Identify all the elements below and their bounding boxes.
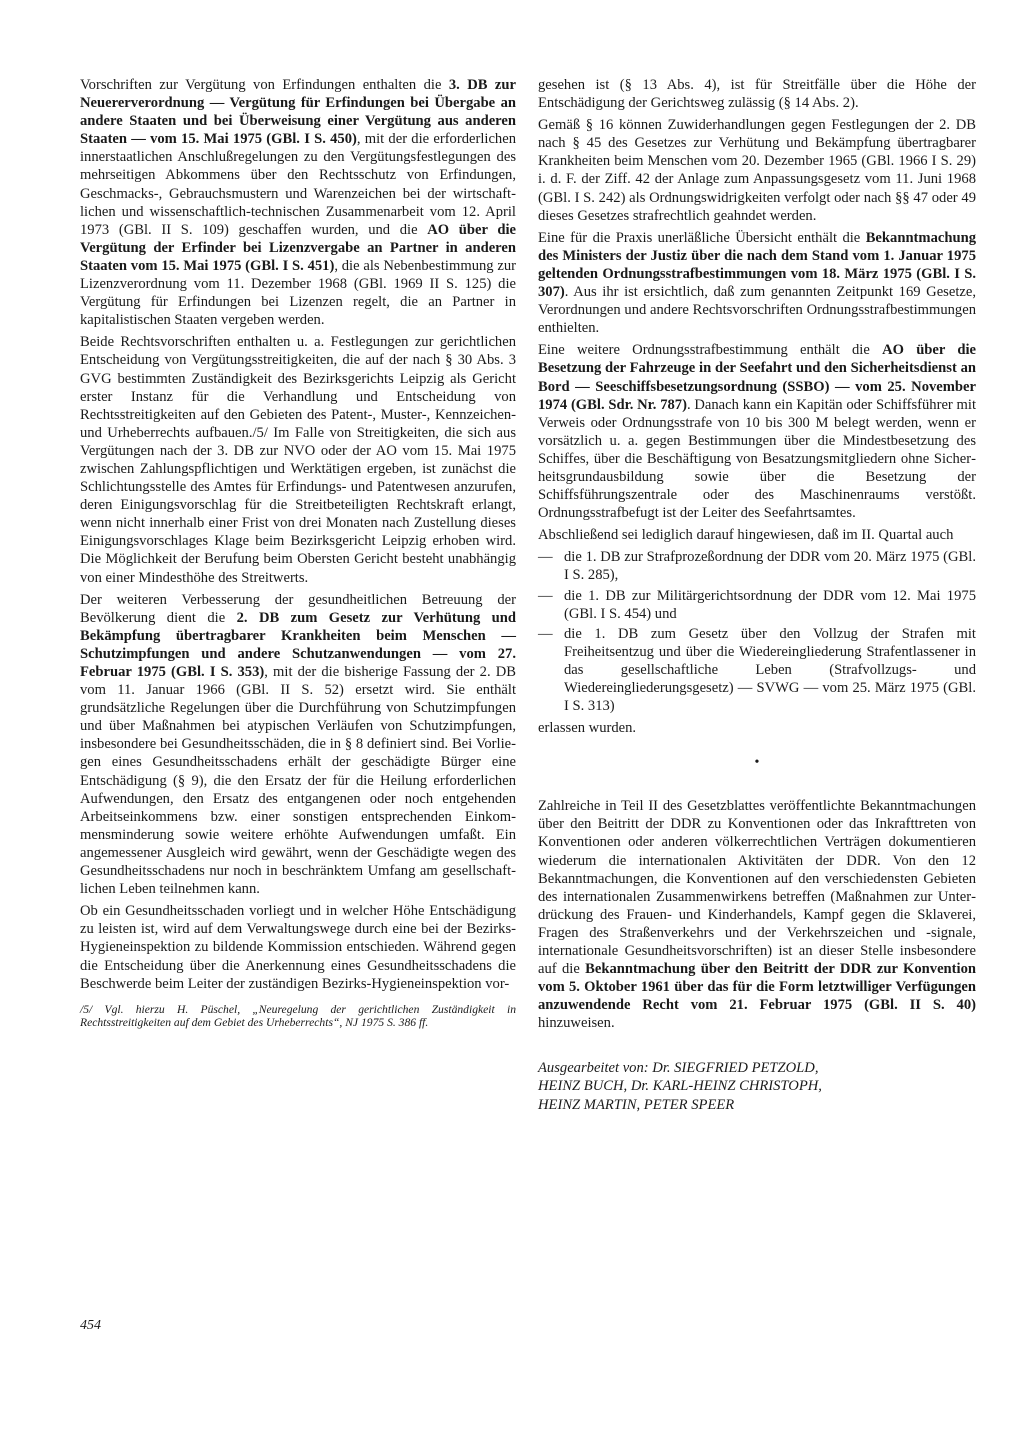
paragraph (80, 902, 516, 992)
credits-line: HEINZ MARTIN, PETER SPEER (538, 1096, 735, 1113)
paragraph (80, 76, 516, 329)
text-run: Eine für die Praxis unerläßliche Übersicht enthält die (538, 229, 866, 246)
text-run: erlassen wurden. (538, 720, 637, 737)
credits-line: Ausgearbeitet von: Dr. SIEGFRIED PETZOLD, (538, 1059, 819, 1076)
text-run: Ob ein Gesundheitsschaden vorliegt und in welcher Höhe Entschädigung zu leisten ist, wird auf dem Verwaltungswege durch eine bei der Bezirks-Hygieneinspektion zu bildende Kommission entschieden. Während gegen die Entscheidung über die Anerkennung eines Gesundheitsschadens die Beschwerde beim Leiter der zuständigen Bezirks-Hygieneinspektion vor- (80, 903, 516, 992)
paragraph (538, 116, 976, 225)
dash-bullet: — (538, 625, 553, 642)
text-run: Vorschriften zur Vergütung von Erfindungen enthalten die (80, 77, 449, 93)
text-run: . Aus ihr ist ersichtlich, daß zum genannten Zeitpunkt 169 Gesetze, Verordnungen und andere Rechtsvorschriften Ordnungsstrafbestimmungen enthielten. (538, 284, 976, 337)
text-run: Gemäß § 16 können Zuwiderhandlungen gegen Festlegungen der 2. DB nach § 45 des Gesetzes zur Verhütung und Bekämpfung übertragbarer Krankheiten beim Menschen vom 20. Dezember 1965 (GBl. 1966 I S. 29) i. d. F. der Ziff. 42 der Anlage zum Anpassungsgesetz vom 11. Juni 1968 (GBl. I S. 242) als Ordnungswidrigkeiten verfolgt oder nach §§ 47 oder 49 dieses Gesetzes strafrechtlich geahndet werden. (538, 117, 976, 224)
author-credits (538, 1059, 976, 1115)
text-run: , mit der die erforderlichen innerstaatlichen Anschlußregelungen zu den Vergütungsfestlegungen des mehrseitigen Abkommens über den Rechtsschutz von Erfindungen, Geschmacks-, Gebrauchsmustern und Warenzeichen bei der wirtschaftlichen und wissenschaftlich-technischen Zusammenarbeit vom 12. April 1973 (GBl. II S. 109) geschaffen wurden, und die (80, 131, 517, 238)
bold-reference: AO über die Besetzung der Fahrzeuge in der Seefahrt und den Sicherheitsdienst an Bord — Seeschiffsbesetzungsordnung (SSBO) — vom 25. November 1974 (GBl. Sdr. Nr. 787) (538, 342, 976, 413)
text-run: hinzuweisen. (538, 1015, 615, 1032)
text-run: . Danach kann ein Kapitän oder Schiffsführer mit Verweis oder Ordnungsstrafe von 10 bis 300 M belegt werden, wenn er vorsätzlich u. a. gegen Bestimmungen über die Mindestbesetzung des Schiffes, über die Beschäftigung von Besatzungsmitgliedern ohne Sicherheitsgrundausbildung sowie über die Besetzung der Schiffsführungszentrale oder des Maschinenraums verstößt. Ordnungsstrafbefugt ist der Leiter des Seefahrtsamtes. (538, 396, 976, 522)
text-run: , die als Nebenbestimmung zur Lizenzverordnung vom 11. Dezember 1968 (GBl. 1969 II S. 125) die Vergütung für Erfindungen bei Lizenzen regelt, die an Partner in kapitalistischen Staaten vergeben werden. (80, 257, 516, 329)
paragraph (538, 526, 976, 544)
bold-reference: Bekanntmachung des Ministers der Justiz über die nach dem Stand vom 1. Januar 1975 geltenden Ordnungsstrafbestimmungen vom 18. März 1975 (GBl. I S. 307) (538, 229, 976, 301)
paragraph (538, 797, 976, 1032)
bold-reference: 3. DB zur Neuererverordnung — Vergütung für Erfindungen bei Übergabe an andere Staaten und bei Überweisung einer Vergütung aus anderen Staaten — vom 15. Mai 1975 (GBl. I S. 450) (80, 77, 517, 148)
bold-reference: 2. DB zum Gesetz zur Verhütung und Bekämpfung übertragbarer Krankheiten beim Menschen — Schutzimpfungen und andere Schutzanwendungen — vom 27. Februar 1975 (GBl. I S. 353) (80, 609, 516, 680)
list-item-text: die 1. DB zur Strafprozeßordnung der DDR vom 20. März 1975 (GBl. I S. 285), (564, 549, 976, 584)
list-item-text: die 1. DB zur Militärgerichtsordnung der DDR vom 12. Mai 1975 (GBl. I S. 454) und (564, 587, 976, 622)
dash-bullet: — (538, 587, 553, 604)
credits-line: HEINZ BUCH, Dr. KARL-HEINZ CHRISTOPH, (538, 1078, 822, 1094)
text-run: Eine weitere Ordnungsstrafbestimmung enthält die (538, 342, 883, 359)
paragraph (538, 719, 976, 737)
bold-reference: AO über die Vergütung der Erfinder bei Lizenzvergabe an Partner in anderen Staaten vom 15. Mai 1975 (GBl. I S. 451) (80, 221, 516, 274)
text-run: Zahlreiche in Teil II des Gesetzblattes veröffentlichte Bekanntmachungen über den Beitritt der DDR zu Konventionen oder das Inkrafttreten von Konventionen oder anderen völkerrechtlichen Verträgen dokumentieren wiederum die internationalen Aktivitäten der DDR. Von den 12 Bekanntmachungen, die Konventionen auf den verschiedensten Gebieten des internationalen Zusammenwirkens betreffen (Maßnahmen zur Unterdrückung des Frauen- und Kinderhandels, Kampf gegen die Sklaverei, Fragen des Straßenverkehrs und der Verkehrszeichen und -signale, internationale Gesundheitsvorschriften) ist an dieser Stelle insbesondere auf die (538, 798, 976, 978)
text-run: Der weiteren Verbesserung der gesundheitlichen Betreuung der Bevölkerung dient die (80, 591, 516, 626)
list-item (538, 548, 976, 584)
text-run: Abschließend sei lediglich darauf hingewiesen, daß im II. Quartal auch (538, 527, 954, 544)
list-item-text: die 1. DB zum Gesetz über den Vollzug der Strafen mit Freiheitsentzug und über die Wiedereingliederung Strafentlassener in das gesellschaftliche Leben (Strafvollzugs- und Wiedereingliederungsgesetz) — SVWG — vom 25. März 1975 (GBl. I S. 313) (564, 625, 976, 715)
bold-reference: Bekanntmachung über den Beitritt der DDR zur Konvention vom 5. Oktober 1961 über das für die Form letztwilliger Verfügungen anzuwendende Recht vom 21. Februar 1975 (GBl. II S. 40) (538, 961, 977, 1014)
section-separator: • (754, 755, 760, 771)
enumeration-list (538, 548, 976, 715)
page-number: 454 (80, 1318, 101, 1333)
dash-bullet: — (538, 549, 553, 566)
left-column (80, 76, 516, 1030)
text-run: gesehen ist (§ 13 Abs. 4), ist für Streitfälle über die Höhe der Entschädigung der Gerichtsweg zulässig (§ 14 Abs. 2). (538, 77, 976, 112)
list-item (538, 587, 976, 623)
text-run: Beide Rechtsvorschriften enthalten u. a. Festlegungen zur gerichtlichen Entscheidung von Vergütungsstreitigkeiten, die auf der nach § 30 Abs. 3 GVG bestimmten Zuständigkeit des Bezirksgerichts Leipzig als Gericht erster Instanz für die Verhandlung und Entscheidung von Rechtsstreitigkeiten auf den Gebieten des Patent-, Muster-, Kennzeichen- und Urheberrechts aufbauen./5/ Im Falle von Streitigkeiten, die sich aus Vergütungen nach der 3. DB zur NVO oder der AO vom 15. Mai 1975 zwischen Zahlungspflichtigen und Werktätigen ergeben, ist zunächst die Schlichtungsstelle des Amtes für Erfindungs- und Patentwesen anzurufen, deren Einigungsvorschlag für die Streitbeteiligten Rechtskraft erlangt, wenn nicht innerhalb einer Frist von drei Monaten nach Zustellung dieses Einigungsvorschlages Klage beim Bezirksgericht Leipzig erhoben wird. Die Möglichkeit der Berufung beim Obersten Gericht besteht unabhängig von einer Mindesthöhe des Streitwerts. (80, 334, 516, 586)
paragraph (538, 229, 976, 338)
right-column (538, 76, 976, 1114)
paragraph (80, 333, 516, 586)
footnote: /5/ Vgl. hierzu H. Püschel, „Neuregelung der gerichtlichen Zuständigkeit in Rechtsstreitigkeiten auf dem Gebiet des Urheberrechts“, NJ 1975 S. 386 ff. (80, 1002, 516, 1030)
paragraph (80, 591, 516, 899)
paragraph (538, 341, 976, 522)
text-run: , mit der die bisherige Fassung der 2. DB vom 11. Januar 1966 (GBl. II S. 52) ersetzt wird. Sie enthält grundsätzliche Regelungen über die Durchführung von Schutzimpfungen und über Maßnahmen bei atypischen Verläufen von Schutzimpfungen, insbesondere bei Gesundheitsschäden, die in § 8 definiert sind. Bei Vorliegen eines Gesundheitsschadens erhält der geschädigte Bürger eine Entschädigung (§ 9), die den Ersatz der für die Heilung erforderlichen Aufwendungen, den Ersatz des entgangenen oder noch entgehenden Arbeitseinkommens bzw. einer sonstigen entsprechenden Einkommensminderung sowie weitere erhöhte Aufwendungen umfaßt. Ein angemessener Ausgleich wird gewährt, wenn der Geschädigte wegen des Gesundheitsschadens nur noch in beschränktem Umfang am gesellschaftlichen Leben teilnehmen kann. (80, 664, 517, 898)
list-item (538, 625, 976, 715)
paragraph (538, 76, 976, 112)
